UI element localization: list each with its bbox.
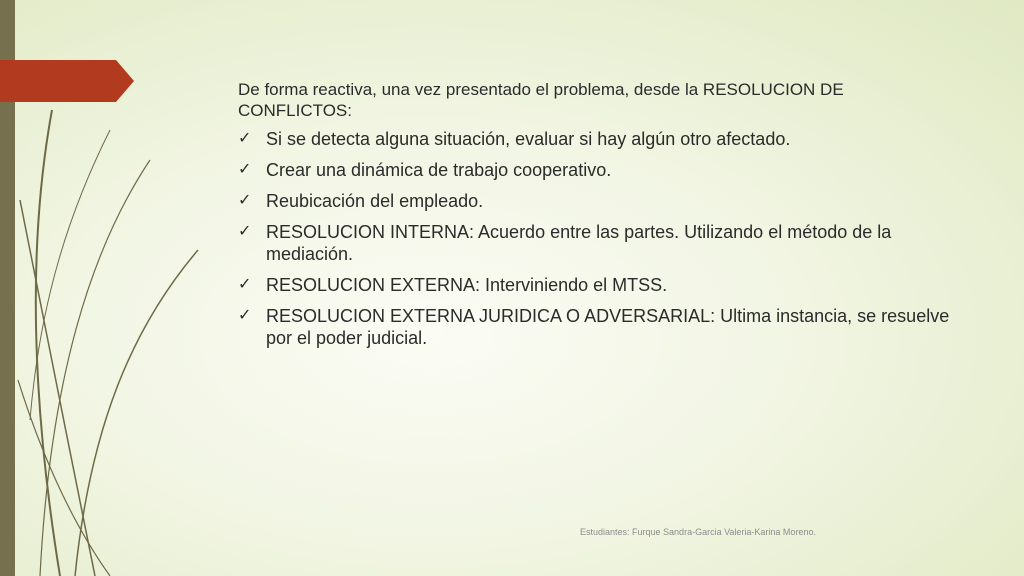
list-item-text: Reubicación del empleado. [266,191,484,211]
list-item-text: Si se detecta alguna situación, evaluar si hay algún otro afectado. [266,129,791,149]
checkmark-icon: ✓ [238,161,252,178]
checkmark-icon: ✓ [238,223,252,240]
list-item [238,190,958,212]
list-item-text: RESOLUCION INTERNA: Acuerdo entre las partes. Utilizando el método de la mediación. [266,222,892,264]
intro-text: De forma reactiva, una vez presentado el problema, desde la RESOLUCION DE CONFLICTOS: [238,80,844,120]
list-item-text: Crear una dinámica de trabajo cooperativo. [266,160,612,180]
list-item [238,274,958,296]
footer-credits: Estudiantes: Furque Sandra-Garcia Valeria-Karina Moreno. [580,527,816,537]
list-item-text: RESOLUCION EXTERNA JURIDICA O ADVERSARIAL: Ultima instancia, se resuelve por el poder judicial. [266,306,950,348]
bullet-list [238,128,958,349]
list-item [238,305,958,349]
list-item-text: RESOLUCION EXTERNA: Interviniendo el MTSS. [266,275,668,295]
red-tab-shape [0,60,134,102]
checkmark-icon: ✓ [238,307,252,324]
checkmark-icon: ✓ [238,192,252,209]
slide-content [238,79,958,358]
list-item [238,221,958,265]
checkmark-icon: ✓ [238,130,252,147]
list-item [238,159,958,181]
list-item [238,128,958,150]
checkmark-icon: ✓ [238,276,252,293]
